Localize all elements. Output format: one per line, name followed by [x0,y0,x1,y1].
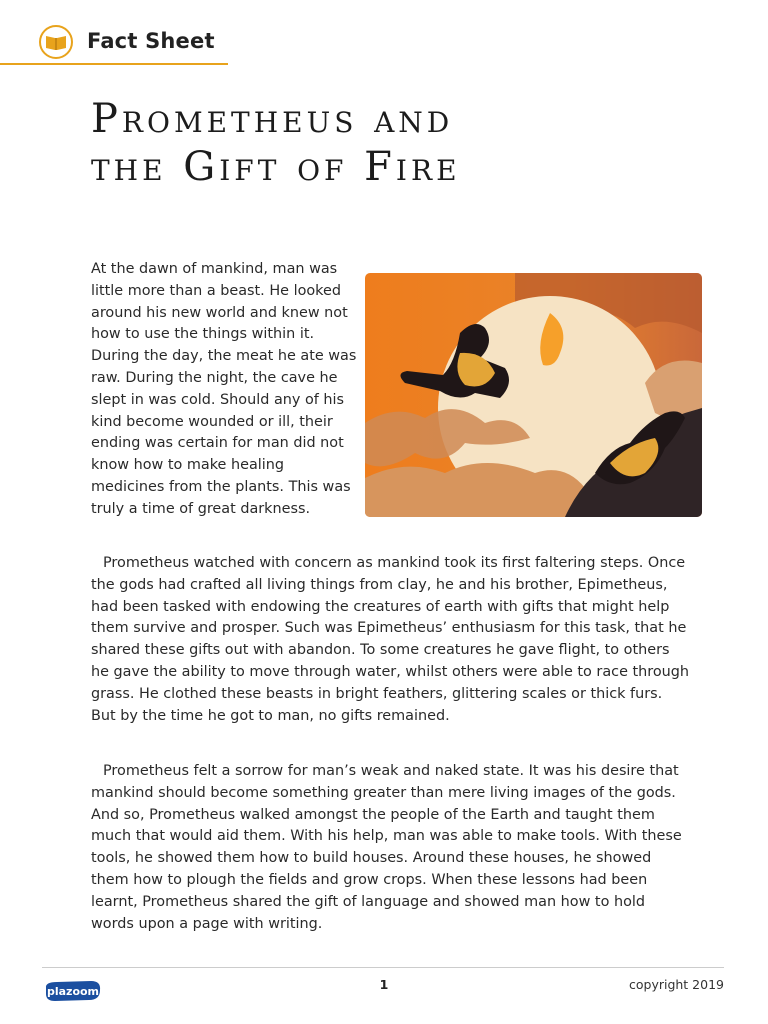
header-divider [0,63,228,65]
paragraph-intro: At the dawn of mankind, man was little more than a beast. He looked around his new world and knew not how to use the things within it. During the day, the meat he ate was raw. During the night, the cave he slept in was cold. Should any of his kind become wounded or ill, their ending was certain for man did not know how to make healing medicines from the plants. This was truly a time of great darkness. [91,261,357,517]
copyright: copyright 2019 [628,977,724,992]
bottom-cloud [365,463,585,517]
page-number: 1 [379,977,389,992]
prometheus-illustration [365,273,702,517]
book-icon [38,24,74,60]
header [0,0,768,66]
paragraph-epimetheus: Prometheus watched with concern as mankind took its first faltering steps. Once the gods had crafted all living things from clay, he and his brother, Epimetheus, had been tasked with endowing the creatures of earth with gifts that might help them survive and prosper. Such was Epimetheus’ enthusiasm for this task, that he shared these gifts out with abandon. To some creatures he gave flight, to others he gave the ability to move through water, whilst others were able to race through grass. He clothed these beasts in bright feathers, glittering scales or thick furs. But by the time he got to man, no gifts remained. [91,555,690,724]
header-title: Fact Sheet [87,29,215,53]
footer-divider [42,967,724,968]
svg-text:plazoom: plazoom [46,985,100,998]
document-title: Prometheus and the Gift of Fire [91,96,461,190]
paragraph-teaching: Prometheus felt a sorrow for man’s weak and naked state. It was his desire that mankind should become something greater than mere living images of the gods. And so, Prometheus walked amongst the people of the Earth and taught them much that would aid them. With his help, man was able to make tools. With these tools, he showed them how to build houses. Around these houses, he showed them how to plough the fields and grow crops. When these lessons had been learnt, Prometheus shared the gift of language and showed man how to hold words upon a page with writing. [91,763,682,932]
